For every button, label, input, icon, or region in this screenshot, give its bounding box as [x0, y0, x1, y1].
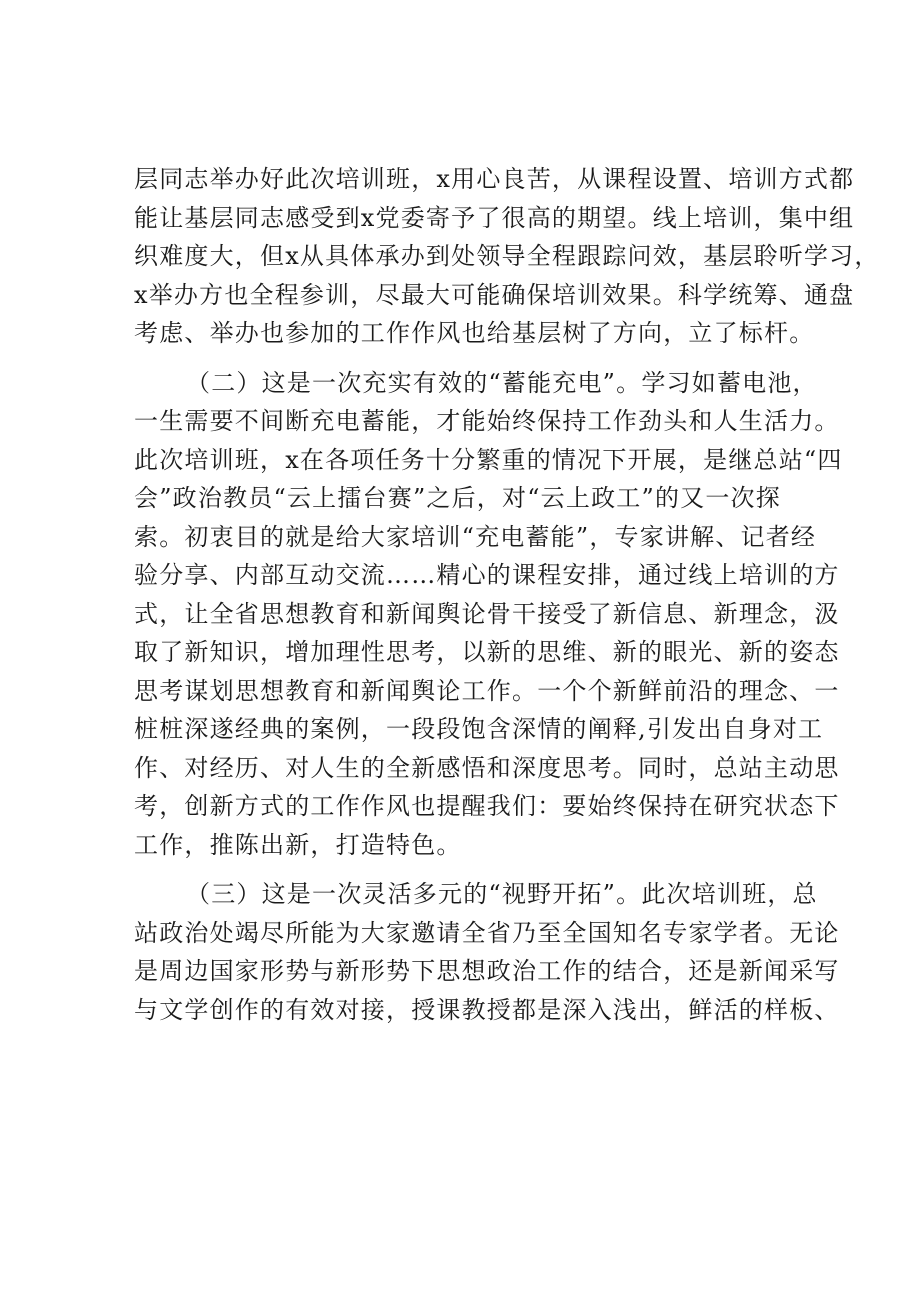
text-line: x举办方也全程参训，尽最大可能确保培训效果。科学统筹、通盘	[134, 280, 855, 309]
paragraph-3	[134, 875, 840, 1029]
text-line: 能让基层同志感受到x党委寄予了很高的期望。线上培训，集中组	[134, 203, 855, 232]
paragraph-2	[134, 364, 843, 865]
text-line: 此次培训班，x在各项任务十分繁重的情况下开展，是继总站“四	[134, 445, 843, 474]
text-line: 思考谋划思想教育和新闻舆论工作。一个个新鲜前沿的理念、一	[134, 676, 840, 705]
text-line: 会”政治教员“云上擂台赛”之后，对“云上政工”的又一次探	[134, 484, 781, 512]
text-line: 索。初衷目的就是给大家培训“充电蓄能”，专家讲解、记者经	[134, 522, 817, 551]
paragraph-spacer	[134, 864, 794, 875]
text-line: 考虑、举办也参加的工作作风也给基层树了方向，立了标杆。	[134, 319, 815, 347]
text-line: 层同志举办好此次培训班，x用心良苦，从课程设置、培训方式都	[134, 165, 855, 193]
text-line: 与文学创作的有效对接，授课教授都是深入浅出，鲜活的样板、	[134, 995, 840, 1024]
text-line: 取了新知识，增加理性思考，以新的思维、新的眼光、新的姿态	[134, 638, 840, 666]
text-line: （三）这是一次灵活多元的“视野开拓”。此次培训班，总	[186, 880, 818, 908]
text-line: 工作，推陈出新，打造特色。	[134, 830, 462, 859]
text-line: 验分享、内部互动交流……精心的课程安排，通过线上培训的方	[134, 561, 840, 589]
text-line: 织难度大，但x从具体承办到处领导全程跟踪问效，基层聆听学习，	[134, 242, 880, 270]
text-line: 是周边国家形势与新形势下思想政治工作的结合，还是新闻采写	[134, 957, 840, 985]
text-line: 作、对经历、对人生的全新感悟和深度思考。同时，总站主动思	[134, 753, 840, 782]
paragraph-1	[134, 160, 880, 353]
text-line: 式，让全省思想教育和新闻舆论骨干接受了新信息、新理念，汲	[134, 599, 840, 628]
document-body	[134, 160, 880, 1029]
text-line: （二）这是一次充实有效的“蓄能充电”。学习如蓄电池，	[186, 368, 818, 397]
text-line: 考，创新方式的工作作风也提醒我们：要始终保持在研究状态下	[134, 792, 840, 820]
text-line: 站政治处竭尽所能为大家邀请全省乃至全国知名专家学者。无论	[134, 918, 840, 947]
text-line: 一生需要不间断充电蓄能，才能始终保持工作劲头和人生活力。	[134, 407, 840, 435]
text-line: 桩桩深遂经典的案例，一段段饱含深情的阐释,引发出自身对工	[134, 715, 824, 743]
paragraph-spacer	[134, 353, 794, 364]
